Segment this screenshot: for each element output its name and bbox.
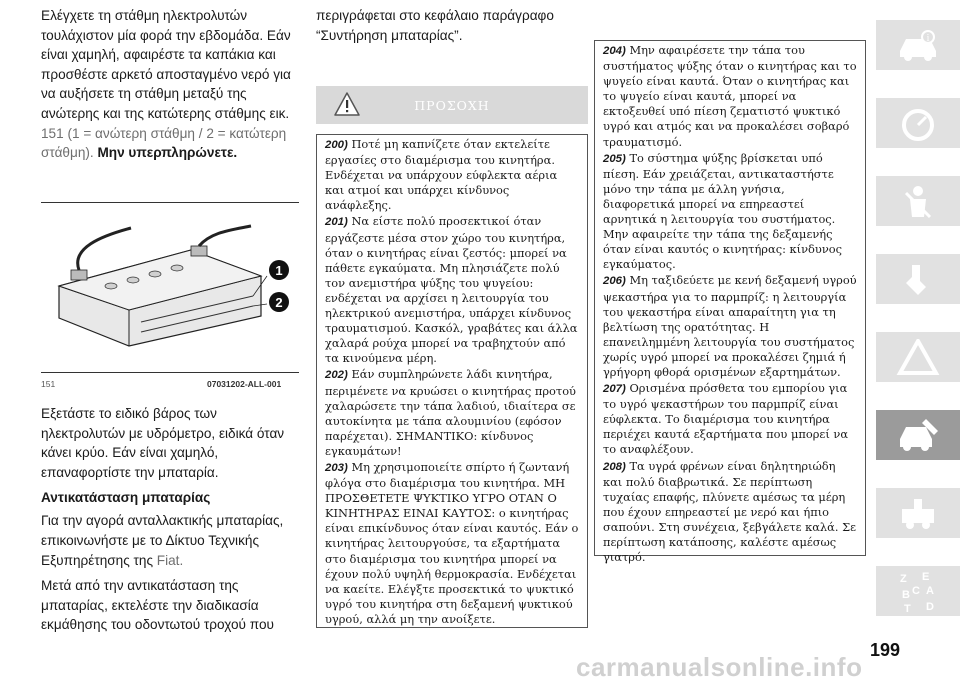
maintenance-icon xyxy=(896,417,940,453)
svg-text:C: C xyxy=(912,585,920,597)
tab-index[interactable] xyxy=(876,566,960,616)
brand-name: Fiat. xyxy=(156,552,184,568)
dashboard-icon xyxy=(896,105,940,141)
car-info-icon xyxy=(896,27,940,63)
warning-item-200: 200) Ποτέ μη καπνίζετε όταν εκτελείτε εργασίες στο διαμέρισμα του κινητήρα. Ενδέχεται να υπάρχουν εύφλεκτα αέρια και ατμοί και υπάρχει κίνδυνος ανάφλεξης. xyxy=(325,137,558,213)
warning-item-202: 202) Εάν συμπληρώνετε λάδι κινητήρα, περιμένετε να κρυώσει ο κινητήρας προτού χαλαρώσετε την τάπα λαδιού, ιδιαίτερα σε αυτοκίνητα με τάπα αλουμινίου (εφόσον παρέχεται). ΣΗΜΑΝΤΙΚΟ: κίνδυνος εγκαυμάτων! xyxy=(325,367,576,458)
warning-item-206: 206) Μη ταξιδεύετε με κενή δεξαμενή υγρού ψεκαστήρα για το παρμπρίζ: η λειτουργία του ψεκαστήρα είναι απαραίτητη για τη βελτίωση της ορατότητας. Η επανειλημμένη λειτουργία του συστήματος χωρίς υγρό μπορεί να προκαλέσει ζημιά ή γρήγορη φθορά ορισμένων εξαρτημάτων. xyxy=(603,273,857,379)
svg-text:i: i xyxy=(926,33,930,44)
hydrometer-paragraph: Εξετάστε το ειδικό βάρος των ηλεκτρολυτών με υδρόμετρο, ειδικά όταν κάνει κρύο. Εάν είναι χαμηλό, επαναφορτίστε την μπαταρία. xyxy=(41,406,285,480)
svg-text:B: B xyxy=(902,589,910,601)
warning-box-a xyxy=(316,134,588,628)
starting-icon xyxy=(896,261,940,297)
purchase-paragraph: Για την αγορά ανταλλακτικής μπαταρίας, επικοινωνήστε με το Δίκτυο Τεχνικής Εξυπηρέτησης της xyxy=(41,513,284,568)
tab-dashboard[interactable] xyxy=(876,98,960,148)
warning-item-203: 203) Μη χρησιμοποιείτε σπίρτο ή ζωντανή φλόγα στο διαμέρισμα του κινητήρα. ΜΗ ΠΡΟΣΘΕΤΕΤΕ ΨΥΚΤΙΚΟ ΥΓΡΟ ΟΤΑΝ Ο ΚΙΝΗΤΗΡΑΣ ΕΙΝΑΙ ΚΑΥΤΟΣ: ο κινητήρας είναι επικίνδυνος όταν είναι καυτός. Εάν ο κινητήρας λειτουργούσε, τα εξαρτήματα στο διαμέρισμα του κινητήρα μπορεί να έχουν πολύ υψηλή θερμοκρασία. Ενδέχεται να καείτε. Ελέγξτε προσεκτικά το ψυκτικό υγρό του κινητήρα στη δεξαμενή ψυκτικού υγρού, αλλά μη την ανοίξετε. xyxy=(325,459,579,626)
index-icon xyxy=(896,570,940,614)
battery-figure xyxy=(41,218,299,348)
tab-car-info[interactable] xyxy=(876,20,960,70)
figure-code: 07031202-ALL-001 xyxy=(207,379,282,389)
figure-ref: 151 (1 = ανώτερη στάθμη / 2 = κατώτερη στάθμη). xyxy=(41,125,287,161)
chapter-sidebar xyxy=(876,0,960,678)
page-number: 199 xyxy=(870,640,901,660)
callout-1 xyxy=(269,260,289,280)
svg-text:Z: Z xyxy=(900,573,907,585)
section-heading: Αντικατάσταση μπαταρίας xyxy=(41,490,211,506)
tab-technical-data[interactable] xyxy=(876,488,960,538)
callout-2 xyxy=(269,292,289,312)
svg-text:D: D xyxy=(926,601,934,613)
warning-title: ΠΡΟΣΟΧΗ xyxy=(414,97,490,113)
warning-item-204: 204) Μην αφαιρέσετε την τάπα του συστήματος ψύξης όταν ο κινητήρας και το ψυγείο είναι καυτά. Όταν ο κινητήρας και το ψυγείο είναι καυτά, μπορεί να εκτοξευθεί υπό πίεση ζεματιστό ψυκτικό υγρό και ατμός και να προκαλέσει σοβαρό τραυματισμό. xyxy=(603,43,857,149)
warning-item-208: 208) Τα υγρά φρένων είναι δηλητηριώδη και πολύ διαβρωτικά. Σε περίπτωση τυχαίας επαφής, πλύνετε αμέσως τα μέρη που έχουν επηρεαστεί με νερό και ήπιο σαπούνι. Στη συνέχεια, ξεβγάλετε καλά. Σε περίπτωση κατάποσης, καλέστε αμέσως γιατρό. xyxy=(603,458,857,565)
battery-level-text xyxy=(41,6,303,163)
emergency-icon xyxy=(896,339,940,375)
tab-emergency[interactable] xyxy=(876,332,960,382)
safety-icon xyxy=(896,183,940,219)
svg-text:T: T xyxy=(904,603,911,614)
svg-text:E: E xyxy=(922,571,930,583)
figure-caption xyxy=(41,379,282,389)
svg-text:A: A xyxy=(926,585,934,597)
battery-level-body: Ελέγχετε τη στάθμη ηλεκτρολυτών τουλάχιστον μία φορά την εβδομάδα. Εάν είναι χαμηλή, αφαιρέστε τα καπάκια και προσθέστε αρκετό αποσταγμένο νερό για να αυξήσετε τη στάθμη μεταξύ της ανώτερης και της κατώτερης στάθμης εικ. xyxy=(41,8,291,121)
warning-item-207: 207) Ορισμένα πρόσθετα του εμπορίου για το υγρό ψεκαστήρων του παρμπρίζ είναι εύφλεκτα. Το διαμέρισμα του κινητήρα περιέχει καυτά εξαρτήματα που μπορεί να το αναφλέξουν. xyxy=(603,381,849,457)
tab-maintenance[interactable] xyxy=(876,410,960,460)
continuation-text: περιγράφεται στο κεφάλαιο παράγραφο “Συντήρηση μπαταρίας”. xyxy=(316,8,554,43)
svg-text:1: 1 xyxy=(275,263,283,278)
figure-top-rule xyxy=(41,202,299,203)
svg-text:2: 2 xyxy=(275,295,283,310)
warning-banner xyxy=(316,86,588,124)
relearn-paragraph: Μετά από την αντικατάσταση της μπαταρίας, εκτελέστε την διαδικασία εκμάθησης του οδοντωτού τροχού που xyxy=(41,578,274,633)
warning-item-205: 205) Το σύστημα ψύξης βρίσκεται υπό πίεση. Εάν χρειάζεται, αντικαταστήστε μόνο την τάπα με άλλη γνήσια, διαφορετικά μπορεί να επηρεαστεί αρνητικά η λειτουργία του συστήματος. Μην αφαιρείτε την τάπα της δεξαμενής όταν είναι καυτός ο κινητήρας: κίνδυνος εγκαύματος. xyxy=(603,150,842,272)
warning-box-b xyxy=(594,40,866,565)
tab-starting[interactable] xyxy=(876,254,960,304)
battery-replacement-section xyxy=(41,404,303,635)
warning-item-201: 201) Να είστε πολύ προσεκτικοί όταν εργάζεστε μέσα στον χώρο του κινητήρα, όταν ο κινητήρας είναι ζεστός: μπορεί να πάθετε εγκαύματα. Μη πλησιάζετε πολύ τον ανεμιστήρα ψύξης του ψυγείου: ενδέχεται να αρχίσει η λειτουργία του ηλεκτρικού ανεμιστήρα, υπάρχει κίνδυνος τραυματισμού. Κασκόλ, γραβάτες και άλλα χαλαρά ρούχα μπορεί να τραβηχτούν από τα κινούμενα μέρη. xyxy=(325,214,578,366)
tab-safety[interactable] xyxy=(876,176,960,226)
watermark: carmanualsonline.info xyxy=(576,652,863,682)
no-overfill-note: Μην υπερπληρώνετε. xyxy=(97,145,238,161)
figure-number: 151 xyxy=(41,379,56,389)
figure-bottom-rule xyxy=(41,372,299,373)
warning-triangle-icon xyxy=(334,92,360,116)
technical-data-icon xyxy=(896,495,940,531)
